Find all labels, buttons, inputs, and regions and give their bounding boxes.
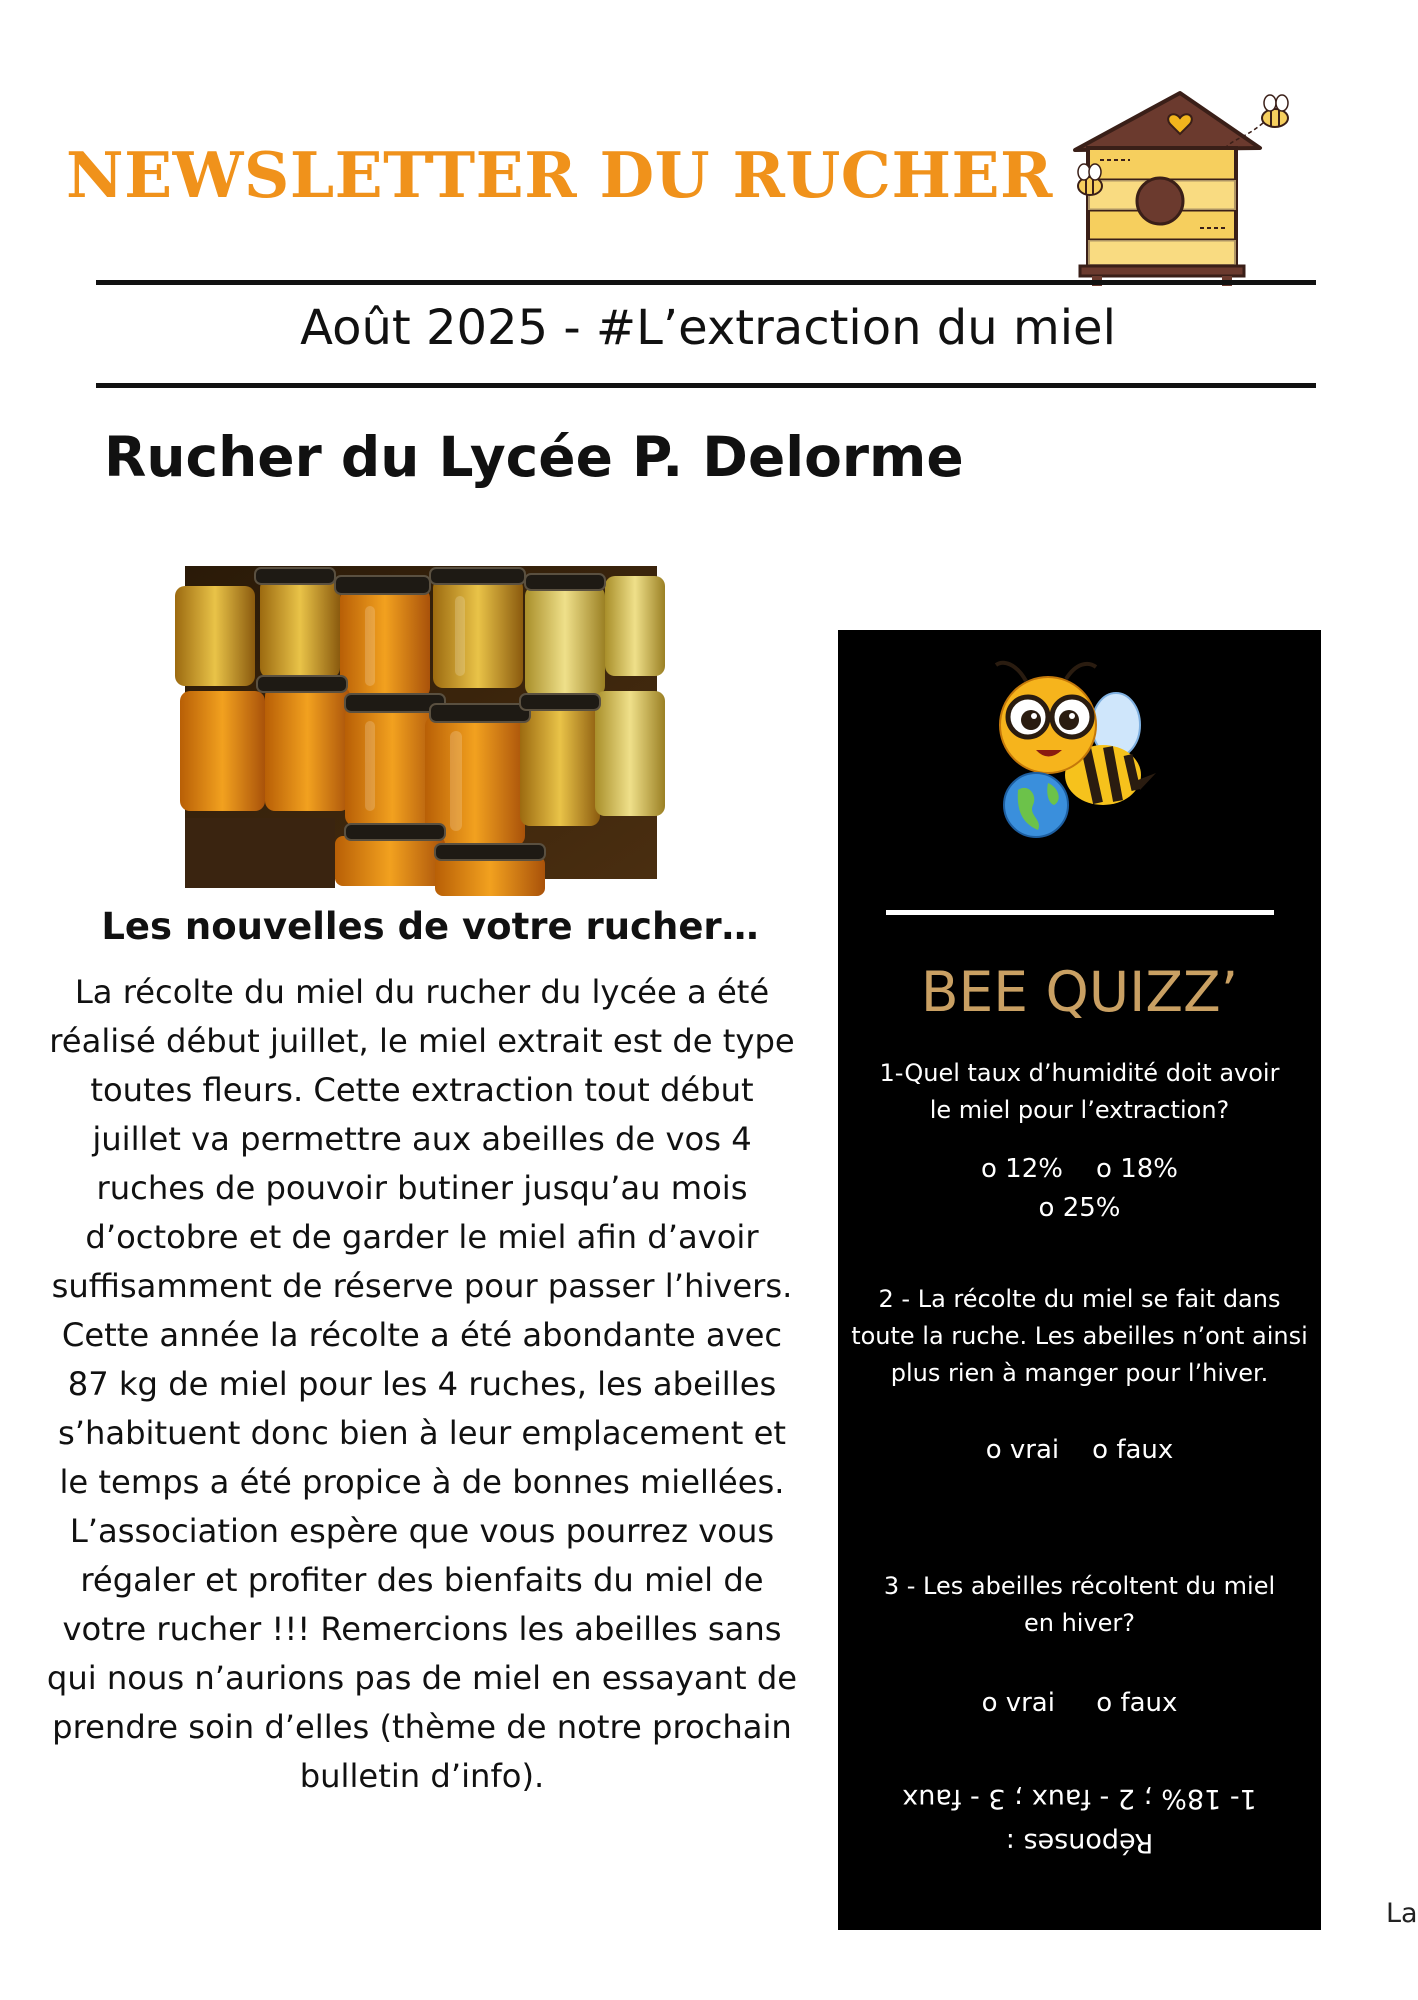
news-line: qui nous n’aurions pas de miel en essayant de (46, 1659, 798, 1697)
news-line: votre rucher !!! Remercions les abeilles sans (62, 1610, 782, 1648)
quiz-title: BEE QUIZZ’ (920, 960, 1239, 1024)
news-line: toutes fleurs. Cette extraction tout début (90, 1071, 754, 1109)
news-body (34, 968, 810, 1801)
news-line: le temps a été propice à de bonnes miellées. (59, 1463, 785, 1501)
news-line: d’octobre et de garder le miel afin d’avoir (85, 1218, 759, 1256)
question-3-options[interactable]: o vrai o faux (981, 1688, 1178, 1718)
news-line: bulletin d’info). (299, 1757, 545, 1795)
question-1-options[interactable]: o 25% (1038, 1193, 1121, 1223)
news-line: ruches de pouvoir butiner jusqu’au mois (96, 1169, 748, 1207)
news-line: prendre soin d’elles (thème de notre prochain (52, 1708, 792, 1746)
issue-subtitle: Août 2025 - #L’extraction du miel (300, 300, 1116, 356)
news-line: Cette année la récolte a été abondante avec (61, 1316, 783, 1354)
news-line: suffisamment de réserve pour passer l’hivers. (51, 1267, 793, 1305)
question-2-line: plus rien à manger pour l’hiver. (890, 1359, 1269, 1387)
question-2-line: toute la ruche. Les abeilles n’ont ainsi (851, 1322, 1308, 1350)
quiz-answers-upside-down (878, 1776, 1281, 1864)
answers-label: Réponses : (1005, 1827, 1154, 1858)
header-top-rule (96, 280, 1316, 285)
news-line: 87 kg de miel pour les 4 ruches, les abeilles (67, 1365, 777, 1403)
news-line: juillet va permettre aux abeilles de vos 4 (92, 1120, 752, 1158)
cut-off-margin-text: La (1386, 1898, 1418, 1929)
question-3-line: en hiver? (1023, 1609, 1136, 1637)
news-line: s’habituent donc bien à leur emplacement et (58, 1414, 786, 1452)
question-1-line: le miel pour l’extraction? (929, 1096, 1230, 1124)
question-1-options[interactable]: o 12% o 18% (981, 1154, 1178, 1184)
news-line: réalisé début juillet, le miel extrait est de type (49, 1022, 795, 1060)
answers-text: 1- 18% ; 2 - faux ; 3 - faux (902, 1783, 1257, 1814)
quiz-panel (838, 630, 1321, 1930)
quiz-divider (886, 910, 1274, 915)
school-heading: Rucher du Lycée P. Delorme (104, 425, 964, 489)
news-line: La récolte du miel du rucher du lycée a été (74, 973, 770, 1011)
news-line: L’association espère que vous pourrez vous (69, 1512, 775, 1550)
beehive-icon (1060, 88, 1310, 288)
question-2-line: 2 - La récolte du miel se fait dans (878, 1285, 1281, 1313)
news-heading: Les nouvelles de votre rucher… (101, 905, 759, 948)
header-bottom-rule (96, 383, 1316, 388)
question-1-line: 1-Quel taux d’humidité doit avoir (879, 1059, 1280, 1087)
bee-mascot-icon (988, 655, 1158, 840)
question-3-line: 3 - Les abeilles récoltent du miel (883, 1572, 1276, 1600)
question-2-options[interactable]: o vrai o faux (985, 1435, 1174, 1465)
newsletter-title: NEWSLETTER DU RUCHER (66, 138, 1053, 212)
honey-jars-photo (185, 566, 657, 879)
news-line: régaler et profiter des bienfaits du miel de (80, 1561, 764, 1599)
